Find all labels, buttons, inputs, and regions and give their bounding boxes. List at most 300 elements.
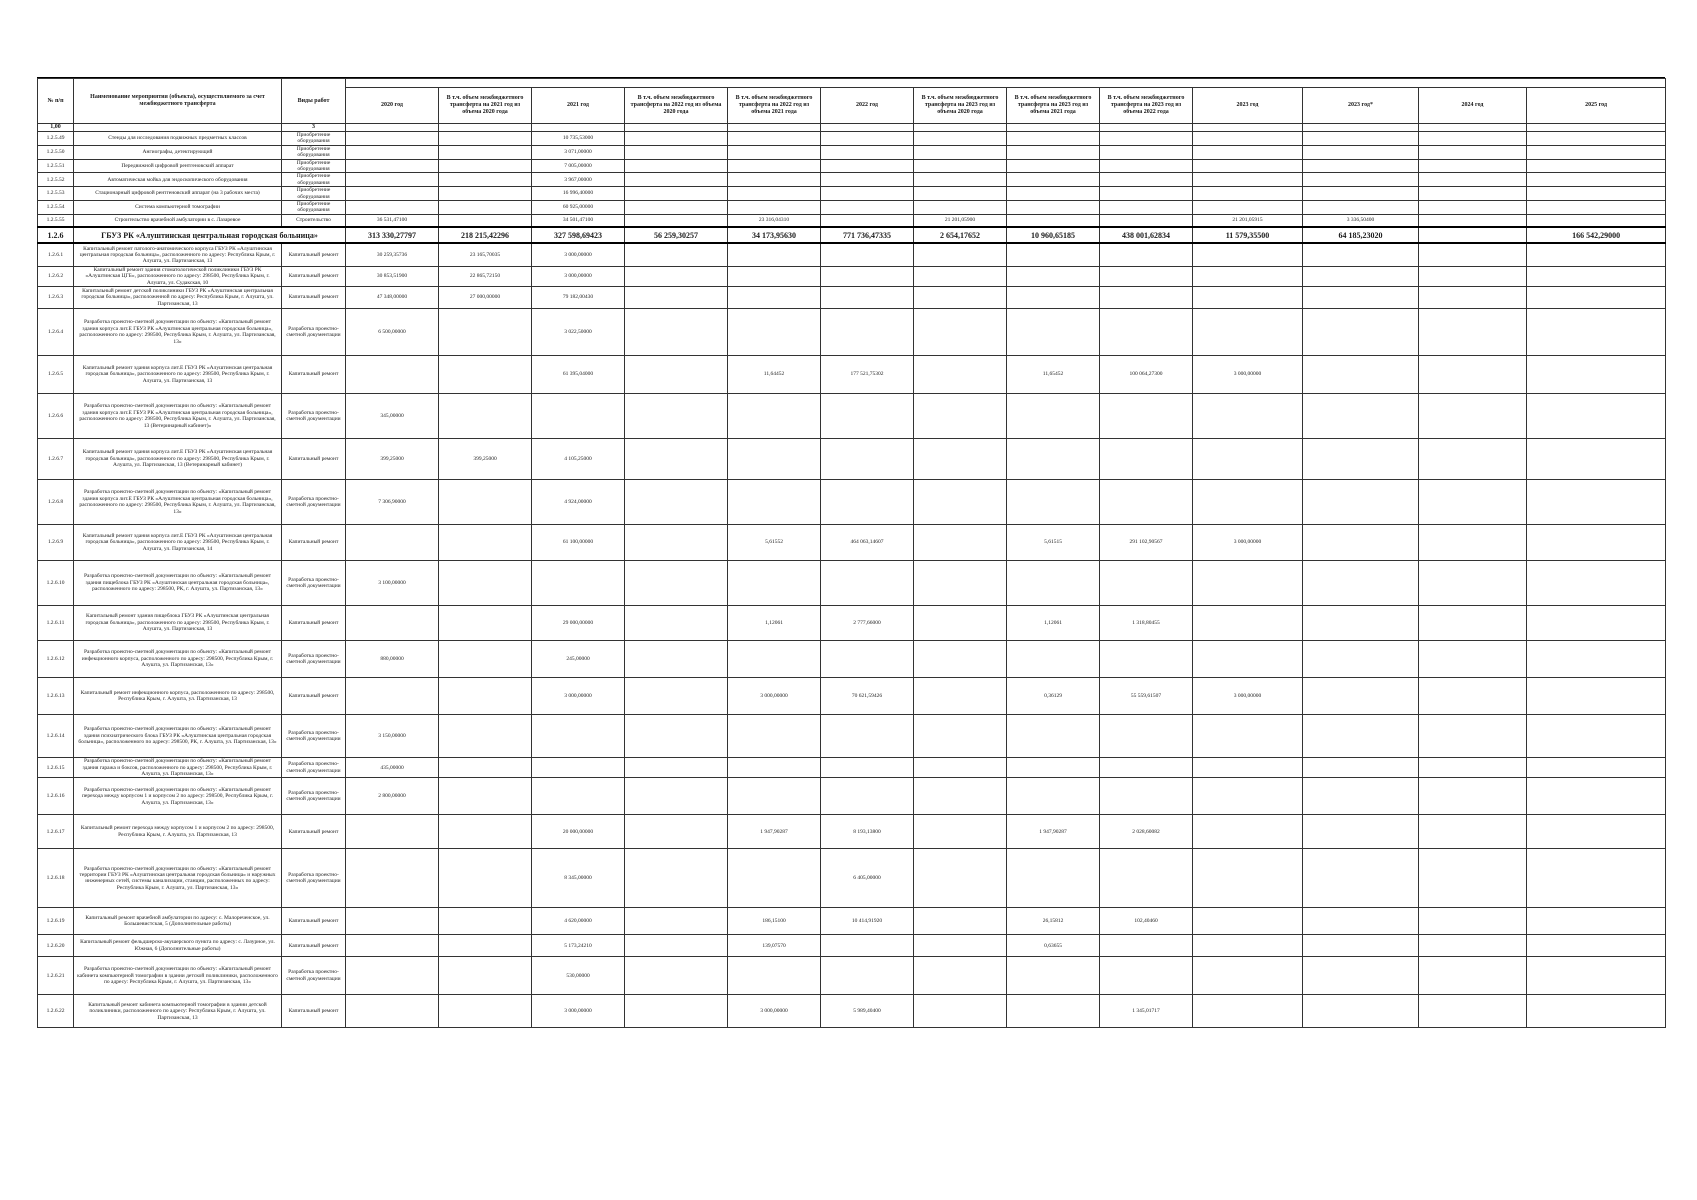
index-cell [1193, 124, 1303, 132]
row-value [1419, 778, 1527, 815]
row-value [1527, 201, 1666, 215]
col-work-header: Виды работ [282, 79, 346, 124]
row-number: 1.2.6.15 [38, 758, 74, 778]
row-value [728, 849, 821, 908]
row-value [914, 758, 1007, 778]
header-spacer [346, 79, 1666, 88]
row-work-type: Разработка проектно-сметной документации [282, 778, 346, 815]
row-value [1527, 995, 1666, 1028]
row-value: 11,64452 [728, 356, 821, 394]
row-name: Стационарный цифровой рентгеновский аппарат (на 3 рабочих места) [74, 187, 282, 201]
row-value: 3 000,00000 [1193, 525, 1303, 561]
row-value [1419, 243, 1527, 266]
row-value [532, 778, 625, 815]
row-value [439, 132, 532, 146]
row-value [1193, 309, 1303, 356]
row-value [1100, 243, 1193, 266]
row-value: 10 414,91920 [821, 908, 914, 935]
row-value [625, 201, 728, 215]
row-value [346, 145, 439, 159]
row-work-type: Разработка проектно-сметной документации [282, 394, 346, 439]
row-value: 2 028,60082 [1100, 815, 1193, 849]
table-row [38, 187, 1666, 201]
row-name: Капитальный ремонт инфекционного корпуса, расположенного по адресу: 298500, Республика Крым, г. Алушта, ул. Партизанская, 13 [74, 678, 282, 715]
row-value [439, 957, 532, 995]
row-value [1100, 849, 1193, 908]
row-number: 1.2.6.21 [38, 957, 74, 995]
index-cell [346, 124, 439, 132]
row-value: 0,36129 [1007, 678, 1100, 715]
table-row [38, 606, 1666, 641]
row-value [1527, 145, 1666, 159]
table-row [38, 678, 1666, 715]
row-value [1007, 187, 1100, 201]
row-name: Стенды для исследования подвижных предметных классов [74, 132, 282, 146]
row-value [1193, 187, 1303, 201]
row-value [625, 356, 728, 394]
row-value: 3 336,50400 [1303, 214, 1419, 227]
row-value [439, 525, 532, 561]
row-value [439, 778, 532, 815]
row-value [1193, 815, 1303, 849]
row-value [1527, 908, 1666, 935]
row-work-type: Капитальный ремонт [282, 935, 346, 957]
row-value [1527, 758, 1666, 778]
row-value [346, 995, 439, 1028]
row-value: 0,63655 [1007, 935, 1100, 957]
row-number: 1.2.5.50 [38, 145, 74, 159]
row-value [1527, 715, 1666, 758]
col-2020-header: 2020 год [346, 88, 439, 124]
table-row [38, 132, 1666, 146]
row-value [1419, 606, 1527, 641]
row-value [1419, 266, 1527, 286]
row-name: Передвижной цифровой рентгеновский аппарат [74, 159, 282, 173]
row-value [1007, 159, 1100, 173]
row-value [1007, 715, 1100, 758]
row-name: Капитальный ремонт здания пищеблока ГБУЗ РК «Алуштинская центральная городская больница», расположенного по адресу: 298500, Республика Крым, г. Алушта, ул. Партизанская, 13 [74, 606, 282, 641]
row-work-type: Капитальный ремонт [282, 243, 346, 266]
row-value [625, 287, 728, 309]
row-value [1527, 159, 1666, 173]
row-value [728, 145, 821, 159]
row-value: 7 005,00000 [532, 159, 625, 173]
row-value [1100, 439, 1193, 480]
row-value [439, 561, 532, 606]
row-value: 1,12061 [1007, 606, 1100, 641]
row-value [1527, 525, 1666, 561]
row-value: 29 000,00000 [532, 606, 625, 641]
row-name: Капитальный ремонт врачебной амбулатории по адресу: с. Малореченское, ул. Большевистская, 5 (Дополнительные работы) [74, 908, 282, 935]
row-number: 1.2.6.10 [38, 561, 74, 606]
row-value: 4 620,00000 [532, 908, 625, 935]
row-value [625, 935, 728, 957]
row-value [1100, 758, 1193, 778]
row-value [1527, 480, 1666, 525]
row-number: 1.2.6.7 [38, 439, 74, 480]
table-row [38, 849, 1666, 908]
table-row [38, 201, 1666, 215]
row-value [914, 935, 1007, 957]
row-name: Система компьютерной томографии [74, 201, 282, 215]
col-t2021-2020-header: В т.ч. объем межбюджетного трансферта на 2021 год из объема 2020 года [439, 88, 532, 124]
row-value [439, 849, 532, 908]
row-value: 464 063,14607 [821, 525, 914, 561]
row-value [1419, 187, 1527, 201]
row-value [728, 309, 821, 356]
row-name: Разработка проектно-сметной документации по объекту: «Капитальный ремонт здания корпуса лит.Е ГБУЗ РК «Алуштинская центральная городская больница», расположенного по адресу: 298500, Республика Крым, г. Алушта, ул. Партизанская, 13» [74, 309, 282, 356]
row-number: 1.2.6.20 [38, 935, 74, 957]
summary-row [38, 227, 1666, 243]
row-value [1100, 287, 1193, 309]
row-value [914, 394, 1007, 439]
row-value: 1 947,90287 [1007, 815, 1100, 849]
row-number: 1.2.5.51 [38, 159, 74, 173]
row-number: 1.2.5.55 [38, 214, 74, 227]
row-value [346, 201, 439, 215]
row-value [1100, 266, 1193, 286]
row-value [532, 715, 625, 758]
row-value [821, 287, 914, 309]
row-value [914, 309, 1007, 356]
row-value [1527, 606, 1666, 641]
row-name: Разработка проектно-сметной документации по объекту: «Капитальный ремонт здания пищеблока ГБУЗ РК «Алуштинская центральная городская больница», расположенного по адресу: 298500, РК, г. Алушта, ул. Партизанская, 13» [74, 561, 282, 606]
row-value [1193, 778, 1303, 815]
summary-value: 218 215,42296 [439, 227, 532, 243]
row-value [914, 525, 1007, 561]
row-value [1419, 758, 1527, 778]
row-value: 61 395,04000 [532, 356, 625, 394]
index-cell [728, 124, 821, 132]
row-value [439, 935, 532, 957]
row-value [914, 778, 1007, 815]
row-value [1100, 561, 1193, 606]
row-work-type: Капитальный ремонт [282, 266, 346, 286]
row-value [1007, 641, 1100, 678]
row-number: 1.2.5.54 [38, 201, 74, 215]
row-value: 8 193,13800 [821, 815, 914, 849]
row-name: Автоматическая мойка для эндоскопического оборудования [74, 173, 282, 187]
row-number: 1.2.6.16 [38, 778, 74, 815]
row-value [625, 132, 728, 146]
row-value [1100, 187, 1193, 201]
col-t2023-2022-header: В т.ч. объем межбюджетного трансферта на 2023 год из объема 2022 года [1100, 88, 1193, 124]
row-value [439, 309, 532, 356]
table-row [38, 715, 1666, 758]
row-value [625, 243, 728, 266]
row-value [1100, 214, 1193, 227]
row-value [439, 214, 532, 227]
row-value: 3 000,00000 [532, 266, 625, 286]
index-cell [532, 124, 625, 132]
table-row [38, 908, 1666, 935]
row-value: 2 800,00000 [346, 778, 439, 815]
row-value [625, 525, 728, 561]
row-value [914, 356, 1007, 394]
row-value [914, 715, 1007, 758]
row-value [1527, 561, 1666, 606]
row-value: 3 000,00000 [728, 678, 821, 715]
row-work-type: Приобретение оборудования [282, 201, 346, 215]
row-number: 1.2.6.12 [38, 641, 74, 678]
row-value [821, 758, 914, 778]
row-value [1419, 678, 1527, 715]
row-work-type: Приобретение оборудования [282, 145, 346, 159]
row-value: 6 500,00000 [346, 309, 439, 356]
row-value [1100, 778, 1193, 815]
row-value [1007, 394, 1100, 439]
row-value: 70 621,59426 [821, 678, 914, 715]
row-value [1007, 439, 1100, 480]
row-value [914, 957, 1007, 995]
row-value [1007, 849, 1100, 908]
row-value [1419, 715, 1527, 758]
row-value [1303, 715, 1419, 758]
row-value [728, 287, 821, 309]
row-name: Разработка проектно-сметной документации по объекту: «Капитальный ремонт территории ГБУЗ РК «Алуштинская центральная городская больница» и наружных инженерных сетей, системы канализации, станции, расположенных по адресу: Республика Крым, г. Алушта, ул. Партизанская, 13» [74, 849, 282, 908]
row-value [914, 201, 1007, 215]
row-name: Разработка проектно-сметной документации по объекту: «Капитальный ремонт здания корпуса лит.Е ГБУЗ РК «Алуштинская центральная городская больница», расположенного по адресу: 298500, Республика Крым, г. Алушта, ул. Партизанская, 13 (Ветеринарный кабинет)» [74, 394, 282, 439]
row-value: 399,25000 [346, 439, 439, 480]
row-work-type: Разработка проектно-сметной документации [282, 641, 346, 678]
row-name: Разработка проектно-сметной документации по объекту: «Капитальный ремонт здания гаража и боксов, расположенного по адресу: 298500, Республика Крым, г. Алушта, ул. Партизанская, 13» [74, 758, 282, 778]
row-work-type: Капитальный ремонт [282, 995, 346, 1028]
row-value [728, 715, 821, 758]
row-value [1193, 145, 1303, 159]
row-value [1527, 815, 1666, 849]
row-number: 1.2.6.18 [38, 849, 74, 908]
row-value [821, 394, 914, 439]
table-row [38, 957, 1666, 995]
row-value: 5 173,24210 [532, 935, 625, 957]
row-value [728, 243, 821, 266]
row-value [1527, 243, 1666, 266]
index-cell [439, 124, 532, 132]
row-value [1303, 394, 1419, 439]
row-value [1419, 849, 1527, 908]
col-name-header: Наименование мероприятия (объекта), осуществляемого за счет межбюджетного трансферта [74, 79, 282, 124]
summary-value: 34 173,95630 [728, 227, 821, 243]
row-value [1419, 525, 1527, 561]
row-value [439, 145, 532, 159]
row-value [821, 159, 914, 173]
row-value: 345,00000 [346, 394, 439, 439]
row-value [728, 758, 821, 778]
row-value [728, 132, 821, 146]
row-name: Разработка проектно-сметной документации по объекту: «Капитальный ремонт здания корпуса лит.Е ГБУЗ РК «Алуштинская центральная городская больница», расположенного по адресу: 298500, Республика Крым, г. Алушта, ул. Партизанская, 13» [74, 480, 282, 525]
row-value [439, 173, 532, 187]
row-value [821, 715, 914, 758]
row-value [1303, 145, 1419, 159]
row-value [821, 641, 914, 678]
row-name: Разработка проектно-сметной документации по объекту: «Капитальный ремонт инфекционного корпуса, расположенного по адресу: 298500, Республика Крым, г. Алушта, ул. Партизанская, 13» [74, 641, 282, 678]
row-value: 79 182,00430 [532, 287, 625, 309]
row-value [1100, 957, 1193, 995]
row-value [1527, 641, 1666, 678]
row-value [1100, 641, 1193, 678]
row-value [346, 849, 439, 908]
row-value: 100 064,27300 [1100, 356, 1193, 394]
row-value [346, 908, 439, 935]
row-value: 1 318,80455 [1100, 606, 1193, 641]
row-value: 16 996,40000 [532, 187, 625, 201]
row-value [1007, 778, 1100, 815]
row-value [821, 243, 914, 266]
index-cell: 1,00 [38, 124, 74, 132]
row-value [439, 641, 532, 678]
row-value: 6 405,00000 [821, 849, 914, 908]
row-number: 1.2.6.1 [38, 243, 74, 266]
row-value [1007, 480, 1100, 525]
row-value [1303, 287, 1419, 309]
row-value [625, 145, 728, 159]
row-value [625, 187, 728, 201]
row-value [625, 815, 728, 849]
row-value: 3 071,00000 [532, 145, 625, 159]
row-number: 1.2.6.14 [38, 715, 74, 758]
row-value [1303, 132, 1419, 146]
row-value [728, 480, 821, 525]
table-body [38, 124, 1666, 1028]
row-value [1527, 678, 1666, 715]
row-value [439, 394, 532, 439]
row-value [1193, 715, 1303, 758]
row-value: 22 865,72150 [439, 266, 532, 286]
row-name: Разработка проектно-сметной документации по объекту: «Капитальный ремонт кабинета компьютерной томографии в здании детской поликлиники, расположенного по адресу: Республика Крым, г. Алушта, ул. Партизанская, 13» [74, 957, 282, 995]
row-value [1007, 201, 1100, 215]
row-value [1419, 908, 1527, 935]
row-value [1193, 173, 1303, 187]
row-work-type: Капитальный ремонт [282, 287, 346, 309]
row-value: 3 100,00000 [346, 561, 439, 606]
col-t2022-2021-header: В т.ч. объем межбюджетного трансферта на 2022 год из объема 2021 года [728, 88, 821, 124]
row-value [914, 145, 1007, 159]
row-work-type: Капитальный ремонт [282, 815, 346, 849]
row-number: 1.2.6.11 [38, 606, 74, 641]
row-value [1100, 309, 1193, 356]
row-value [728, 394, 821, 439]
row-value: 2 777,66000 [821, 606, 914, 641]
row-value [346, 606, 439, 641]
row-work-type: Приобретение оборудования [282, 173, 346, 187]
row-name: Капитальный ремонт здания корпуса лит.Е ГБУЗ РК «Алуштинская центральная городская больница», расположенного по адресу: 298500, Республика Крым, г. Алушта, ул. Партизанская, 14 [74, 525, 282, 561]
row-number: 1.2.5.52 [38, 173, 74, 187]
row-value [1527, 132, 1666, 146]
row-value [821, 132, 914, 146]
row-value: 880,00000 [346, 641, 439, 678]
summary-value [1419, 227, 1527, 243]
row-value [1193, 439, 1303, 480]
row-value [439, 606, 532, 641]
row-value [1527, 173, 1666, 187]
row-value [821, 935, 914, 957]
row-number: 1.2.6.4 [38, 309, 74, 356]
row-value [1419, 815, 1527, 849]
row-value [1527, 266, 1666, 286]
row-value [1193, 758, 1303, 778]
row-value [821, 173, 914, 187]
row-value [1100, 715, 1193, 758]
table-row [38, 480, 1666, 525]
row-number: 1.2.6.8 [38, 480, 74, 525]
row-value [346, 678, 439, 715]
row-number: 1.2.6.9 [38, 525, 74, 561]
row-value [821, 561, 914, 606]
row-value [1303, 480, 1419, 525]
row-value [625, 439, 728, 480]
row-value [1303, 173, 1419, 187]
row-value [625, 715, 728, 758]
row-name: Капитальный ремонт патолого-анатомического корпуса ГБУЗ РК «Алуштинская центральная городская больница», расположенного по адресу: Республика Крым, г. Алушта, ул. Партизанская, 13 [74, 243, 282, 266]
row-value [1303, 266, 1419, 286]
row-number: 1.2.6.6 [38, 394, 74, 439]
row-value [625, 214, 728, 227]
row-value [439, 356, 532, 394]
row-value: 291 102,90567 [1100, 525, 1193, 561]
row-value [1419, 995, 1527, 1028]
summary-value: 11 579,35500 [1193, 227, 1303, 243]
row-value [346, 957, 439, 995]
row-value: 102,40460 [1100, 908, 1193, 935]
row-value [1193, 641, 1303, 678]
row-value [625, 995, 728, 1028]
row-value: 186,15100 [728, 908, 821, 935]
table-row [38, 641, 1666, 678]
row-value: 55 559,61507 [1100, 678, 1193, 715]
summary-name: ГБУЗ РК «Алуштинская центральная городская больница» [74, 227, 346, 243]
row-work-type: Капитальный ремонт [282, 525, 346, 561]
row-value [1007, 132, 1100, 146]
row-value [439, 815, 532, 849]
index-cell [1100, 124, 1193, 132]
row-value [1100, 145, 1193, 159]
row-value: 7 306,90000 [346, 480, 439, 525]
row-value: 4 105,25000 [532, 439, 625, 480]
index-cell [1303, 124, 1419, 132]
row-value: 10 735,53000 [532, 132, 625, 146]
row-value [1193, 394, 1303, 439]
row-work-type: Капитальный ремонт [282, 606, 346, 641]
table-row [38, 243, 1666, 266]
row-value: 5,61515 [1007, 525, 1100, 561]
row-value [914, 266, 1007, 286]
table-row [38, 145, 1666, 159]
table-row [38, 995, 1666, 1028]
row-value [1007, 287, 1100, 309]
row-value [1193, 935, 1303, 957]
row-value [821, 201, 914, 215]
row-value [1303, 606, 1419, 641]
row-value [1419, 287, 1527, 309]
row-value [1303, 815, 1419, 849]
row-value: 3 000,00000 [532, 243, 625, 266]
row-value [728, 439, 821, 480]
row-value: 30 853,51900 [346, 266, 439, 286]
row-value [1100, 173, 1193, 187]
row-value [728, 957, 821, 995]
row-name: Капитальный ремонт кабинета компьютерной томографии в здании детской поликлиники, расположенного по адресу: Республика Крым, г. Алушта, ул. Партизанская, 13 [74, 995, 282, 1028]
row-value [1527, 214, 1666, 227]
row-work-type: Разработка проектно-сметной документации [282, 758, 346, 778]
row-value [1527, 439, 1666, 480]
col-2023-header: 2023 год [1193, 88, 1303, 124]
col-2025-header: 2025 год [1527, 88, 1666, 124]
row-value [1419, 356, 1527, 394]
row-value: 3 022,50000 [532, 309, 625, 356]
row-value [1527, 778, 1666, 815]
row-value [1193, 908, 1303, 935]
row-value: 3 967,00000 [532, 173, 625, 187]
